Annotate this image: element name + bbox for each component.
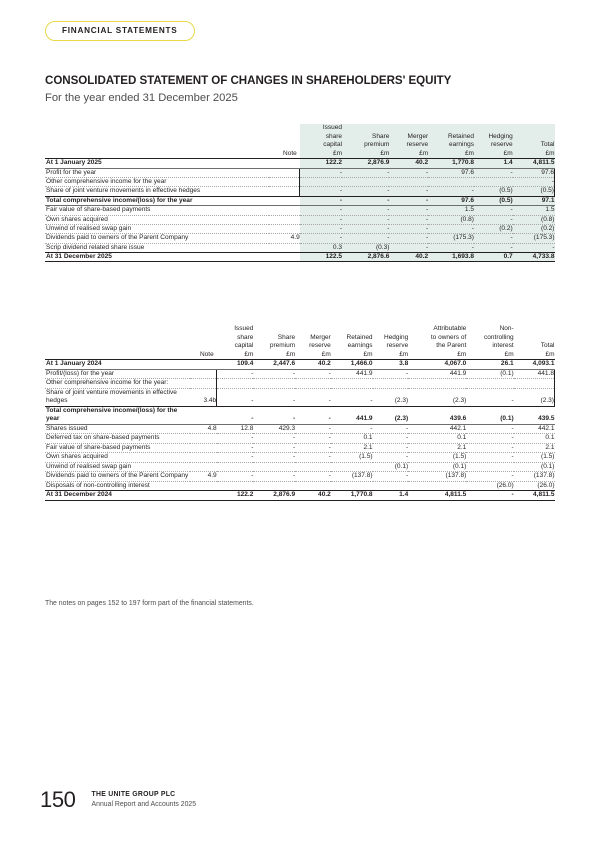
table-one-header-row xyxy=(45,124,555,159)
title-block xyxy=(45,74,555,105)
table-row xyxy=(45,187,555,196)
row-value: - xyxy=(389,224,428,233)
row-value: (0.1) xyxy=(373,462,409,472)
row-value: (0.5) xyxy=(474,196,513,205)
row-value: 2,876.9 xyxy=(253,491,295,501)
row-value: (0.3) xyxy=(342,243,389,252)
row-value: - xyxy=(217,453,254,463)
row-value: 441.9 xyxy=(331,369,373,379)
row-value: - xyxy=(342,234,389,243)
row-value: - xyxy=(389,196,428,205)
row-value: (0.2) xyxy=(474,224,513,233)
row-label: Other comprehensive income for the year: xyxy=(45,379,190,389)
table-row xyxy=(45,206,555,215)
row-value: - xyxy=(253,388,295,406)
row-value: (0.8) xyxy=(428,215,474,224)
row-value: 429.3 xyxy=(253,424,295,434)
table-row xyxy=(45,388,555,406)
row-value xyxy=(428,178,474,187)
row-value xyxy=(295,379,331,389)
row-value: 1,693.8 xyxy=(428,253,474,262)
table-row xyxy=(45,178,555,187)
row-value xyxy=(253,462,295,472)
row-label: At 1 January 2024 xyxy=(45,360,190,370)
row-value: 40.2 xyxy=(295,491,331,501)
table-two-header-row xyxy=(45,325,555,360)
row-value: - xyxy=(466,388,513,406)
row-value: - xyxy=(466,491,513,501)
row-value: - xyxy=(389,234,428,243)
row-value xyxy=(217,462,254,472)
row-label: Own shares acquired xyxy=(45,453,190,463)
table-row xyxy=(45,424,555,434)
row-value xyxy=(408,379,466,389)
table-two-header-col-7: Total £m xyxy=(514,325,555,360)
page-footer xyxy=(40,787,197,813)
table-two-header-col-0: Issued share capital £m xyxy=(217,325,254,360)
row-label: Unwind of realised swap gain xyxy=(45,224,269,233)
row-value: 0.3 xyxy=(300,243,342,252)
row-value: - xyxy=(389,187,428,196)
row-value: (2.3) xyxy=(514,388,555,406)
row-value: - xyxy=(300,234,342,243)
row-value: (0.2) xyxy=(513,224,555,233)
row-label: Total comprehensive income/(loss) for the year xyxy=(45,406,190,424)
row-value: - xyxy=(300,224,342,233)
row-value: 1.4 xyxy=(373,491,409,501)
row-note xyxy=(269,224,300,233)
row-value: 0.1 xyxy=(514,434,555,444)
table-row xyxy=(45,481,555,491)
row-value: - xyxy=(295,406,331,424)
row-value: (137.8) xyxy=(408,472,466,482)
row-value: - xyxy=(373,434,409,444)
row-value: (137.8) xyxy=(514,472,555,482)
page-title: CONSOLIDATED STATEMENT OF CHANGES IN SHAREHOLDERS' EQUITY xyxy=(45,74,452,87)
table-row xyxy=(45,215,555,224)
row-note xyxy=(269,187,300,196)
row-value: (2.3) xyxy=(408,388,466,406)
row-value: - xyxy=(217,406,254,424)
row-value: 2.1 xyxy=(331,443,373,453)
table-row xyxy=(45,491,555,501)
table-one-header-col-1: Share premium £m xyxy=(342,124,389,159)
row-label: Dividends paid to owners of the Parent Company xyxy=(46,472,189,480)
row-value: (1.5) xyxy=(331,453,373,463)
table-row xyxy=(45,224,555,233)
row-value: 441.8 xyxy=(514,369,555,379)
row-value: 1.4 xyxy=(474,159,513,168)
row-note xyxy=(190,481,216,491)
row-value: - xyxy=(474,206,513,215)
table-one-header-col-3: Retained earnings £m xyxy=(428,124,474,159)
row-value: 122.5 xyxy=(300,253,342,262)
row-value: 40.2 xyxy=(389,159,428,168)
row-value: - xyxy=(342,168,389,177)
row-value: - xyxy=(253,472,295,482)
row-note: 4.8 xyxy=(190,424,216,434)
page-number: 150 xyxy=(40,787,76,813)
row-value: 442.1 xyxy=(514,424,555,434)
row-note xyxy=(190,491,216,501)
row-value: (26.0) xyxy=(466,481,513,491)
table-one-header-col-0: Issued share capital £m xyxy=(300,124,342,159)
row-value: 97.6 xyxy=(513,168,555,177)
row-label: At 31 December 2025 xyxy=(45,253,269,262)
table-one-body xyxy=(45,159,555,262)
row-value: (1.5) xyxy=(514,453,555,463)
row-value: - xyxy=(474,234,513,243)
row-label: Unwind of realised swap gain xyxy=(45,462,190,472)
row-value: 97.6 xyxy=(428,196,474,205)
row-value: 3.8 xyxy=(373,360,409,370)
row-value: 2,876.9 xyxy=(342,159,389,168)
row-value: - xyxy=(373,443,409,453)
table-two-header-col-1: Share premium £m xyxy=(253,325,295,360)
row-value: - xyxy=(389,243,428,252)
row-value: - xyxy=(331,424,373,434)
row-note: 3.4b xyxy=(190,388,216,406)
table-row xyxy=(45,462,555,472)
row-value: 40.2 xyxy=(389,253,428,262)
changes-in-equity-table-2024 xyxy=(45,325,555,501)
row-value: - xyxy=(217,434,254,444)
row-value: - xyxy=(373,369,409,379)
row-value xyxy=(331,379,373,389)
row-label: Dividends paid to owners of the Parent Company xyxy=(45,234,269,243)
row-value: - xyxy=(466,453,513,463)
table-two-header-col-3: Retained earnings £m xyxy=(331,325,373,360)
row-value: - xyxy=(300,168,342,177)
row-value: 2.1 xyxy=(408,443,466,453)
table-one-header-note: Note xyxy=(269,124,300,159)
table-one-header-col-4: Hedging reserve £m xyxy=(474,124,513,159)
row-value: - xyxy=(295,472,331,482)
row-value: - xyxy=(373,424,409,434)
page-subtitle: For the year ended 31 December 2025 xyxy=(45,92,238,105)
row-value: (0.8) xyxy=(513,215,555,224)
row-value: - xyxy=(300,196,342,205)
row-value: - xyxy=(300,215,342,224)
row-value: 2,447.6 xyxy=(253,360,295,370)
row-value xyxy=(373,481,409,491)
row-value: - xyxy=(253,369,295,379)
row-value: 0.7 xyxy=(474,253,513,262)
table-row xyxy=(45,472,555,482)
row-value: 1,770.8 xyxy=(331,491,373,501)
row-note xyxy=(269,196,300,205)
table-row xyxy=(45,453,555,463)
row-label: At 31 December 2024 xyxy=(45,491,190,501)
row-value: 4,811.5 xyxy=(514,491,555,501)
row-note xyxy=(190,379,216,389)
row-value: - xyxy=(466,443,513,453)
row-value: - xyxy=(300,206,342,215)
row-value xyxy=(373,379,409,389)
row-value: (2.3) xyxy=(373,388,409,406)
row-value: - xyxy=(295,388,331,406)
row-value: - xyxy=(513,178,555,187)
row-value: 4,733.8 xyxy=(513,253,555,262)
table-two-header-note: Note xyxy=(190,325,216,360)
table-one-header-label xyxy=(45,124,269,159)
table-row xyxy=(45,369,555,379)
row-value: (0.5) xyxy=(513,187,555,196)
table-one-header-col-2: Merger reserve £m xyxy=(389,124,428,159)
row-note xyxy=(190,369,216,379)
row-value xyxy=(253,481,295,491)
row-value: 4,811.5 xyxy=(513,159,555,168)
table-two-header-label xyxy=(45,325,190,360)
row-note xyxy=(269,215,300,224)
row-value: - xyxy=(342,187,389,196)
row-value: - xyxy=(217,369,254,379)
row-label: Scrip dividend related share issue xyxy=(45,243,269,252)
table-two-header-col-2: Merger reserve £m xyxy=(295,325,331,360)
row-value: - xyxy=(428,243,474,252)
row-label: Own shares acquired xyxy=(45,215,269,224)
row-value: 441.9 xyxy=(408,369,466,379)
table-row xyxy=(45,253,555,262)
row-value: 109.4 xyxy=(217,360,254,370)
row-value: - xyxy=(342,206,389,215)
row-label: At 1 January 2025 xyxy=(45,159,269,168)
row-value: - xyxy=(466,472,513,482)
row-value: - xyxy=(428,187,474,196)
row-value: - xyxy=(474,215,513,224)
row-value: - xyxy=(513,243,555,252)
row-value: 97.1 xyxy=(513,196,555,205)
table-one-container xyxy=(45,124,555,262)
row-label: Profit/(loss) for the year xyxy=(45,369,190,379)
row-note xyxy=(269,253,300,262)
row-value xyxy=(474,178,513,187)
row-value: - xyxy=(295,424,331,434)
table-row xyxy=(45,379,555,389)
row-value xyxy=(217,379,254,389)
row-value: - xyxy=(253,406,295,424)
row-value xyxy=(331,481,373,491)
row-value: 0.1 xyxy=(408,434,466,444)
table-row xyxy=(45,434,555,444)
row-value: - xyxy=(331,388,373,406)
table-row xyxy=(45,443,555,453)
table-two-container xyxy=(45,325,555,501)
table-row xyxy=(45,360,555,370)
row-value: (0.1) xyxy=(408,462,466,472)
row-value: 26.1 xyxy=(466,360,513,370)
row-value: - xyxy=(217,472,254,482)
row-value: 4,067.0 xyxy=(408,360,466,370)
table-two-header-col-4: Hedging reserve £m xyxy=(373,325,409,360)
row-value: 4,093.1 xyxy=(514,360,555,370)
row-value xyxy=(514,379,555,389)
row-value xyxy=(300,178,342,187)
row-value: - xyxy=(253,443,295,453)
row-value: 1,770.8 xyxy=(428,159,474,168)
row-label: Disposals of non-controlling interest xyxy=(45,481,190,491)
row-value: 2.1 xyxy=(514,443,555,453)
row-label: Deferred tax on share-based payments xyxy=(45,434,190,444)
row-value: 441.9 xyxy=(331,406,373,424)
row-note xyxy=(269,206,300,215)
section-tag-badge: FINANCIAL STATEMENTS xyxy=(45,21,195,41)
notes-reference: The notes on pages 152 to 197 form part of the financial statements. xyxy=(45,600,254,607)
table-one-header-col-5: Total £m xyxy=(513,124,555,159)
row-value: - xyxy=(373,453,409,463)
row-value: - xyxy=(342,224,389,233)
row-note xyxy=(269,168,300,177)
row-value: (1.5) xyxy=(408,453,466,463)
row-value: - xyxy=(474,168,513,177)
row-value: 442.1 xyxy=(408,424,466,434)
row-label: Share of joint venture movements in effective hedges xyxy=(45,187,269,196)
row-value xyxy=(408,481,466,491)
row-value: - xyxy=(389,206,428,215)
table-row xyxy=(45,168,555,177)
row-value: - xyxy=(300,187,342,196)
table-two-head xyxy=(45,325,555,360)
row-value: - xyxy=(217,388,254,406)
row-value: - xyxy=(295,443,331,453)
row-value xyxy=(466,462,513,472)
row-value xyxy=(389,178,428,187)
row-value: - xyxy=(389,215,428,224)
row-value xyxy=(466,379,513,389)
row-value: - xyxy=(217,443,254,453)
footer-report: Annual Report and Accounts 2025 xyxy=(91,801,197,808)
row-value xyxy=(342,178,389,187)
row-value: - xyxy=(295,369,331,379)
row-value xyxy=(295,462,331,472)
table-row xyxy=(45,196,555,205)
row-value: 1,466.0 xyxy=(331,360,373,370)
row-label: Total comprehensive income/(loss) for the year xyxy=(45,196,269,205)
row-value xyxy=(217,481,254,491)
footer-company: THE UNITE GROUP PLC xyxy=(91,791,176,798)
row-value: 12.8 xyxy=(217,424,254,434)
row-value: (175.3) xyxy=(428,234,474,243)
row-note xyxy=(269,159,300,168)
row-value: - xyxy=(373,472,409,482)
row-value: - xyxy=(342,196,389,205)
row-value: - xyxy=(253,453,295,463)
row-label: Share of joint venture movements in effective hedges xyxy=(45,388,190,406)
table-two-body xyxy=(45,360,555,501)
row-value: (0.1) xyxy=(466,369,513,379)
row-value: 439.6 xyxy=(408,406,466,424)
table-row xyxy=(45,159,555,168)
row-value: - xyxy=(295,434,331,444)
row-note xyxy=(190,443,216,453)
row-label: Other comprehensive income for the year xyxy=(45,178,269,187)
row-value: 4,811.5 xyxy=(408,491,466,501)
footer-meta xyxy=(92,790,197,811)
row-note xyxy=(190,462,216,472)
row-label: Fair value of share-based payments xyxy=(45,206,269,215)
row-value: 0.1 xyxy=(331,434,373,444)
row-label: Profit for the year xyxy=(45,168,269,177)
table-row xyxy=(45,234,555,243)
row-value: 2,876.6 xyxy=(342,253,389,262)
row-value: (0.1) xyxy=(514,462,555,472)
row-value: - xyxy=(466,434,513,444)
row-note xyxy=(190,453,216,463)
table-two-header-col-6: Non- controlling interest £m xyxy=(466,325,513,360)
row-value: 40.2 xyxy=(295,360,331,370)
row-note xyxy=(269,243,300,252)
row-label: Shares issued xyxy=(45,424,190,434)
row-label: Fair value of share-based payments xyxy=(45,443,190,453)
row-note xyxy=(190,434,216,444)
row-value: - xyxy=(428,224,474,233)
row-value: 439.5 xyxy=(514,406,555,424)
changes-in-equity-table-2025 xyxy=(45,124,555,262)
row-value: (2.3) xyxy=(373,406,409,424)
row-value: 122.2 xyxy=(300,159,342,168)
row-value: (175.3) xyxy=(513,234,555,243)
table-one-head xyxy=(45,124,555,159)
row-note: 4.9 xyxy=(269,234,300,243)
row-value: - xyxy=(253,434,295,444)
row-note xyxy=(269,178,300,187)
row-note xyxy=(190,360,216,370)
row-value: - xyxy=(466,424,513,434)
row-value: 1.5 xyxy=(428,206,474,215)
row-value: - xyxy=(342,215,389,224)
row-value: (0.1) xyxy=(466,406,513,424)
row-value: 1.5 xyxy=(513,206,555,215)
table-row xyxy=(45,243,555,252)
table-row xyxy=(45,406,555,424)
row-value: (26.0) xyxy=(514,481,555,491)
section-tag-wrap xyxy=(45,20,195,41)
row-value xyxy=(295,481,331,491)
row-value: (0.5) xyxy=(474,187,513,196)
row-value: - xyxy=(389,168,428,177)
row-value: 122.2 xyxy=(217,491,254,501)
row-note: 4.9 xyxy=(190,472,216,482)
row-value: - xyxy=(295,453,331,463)
row-note xyxy=(190,406,216,424)
row-value: (137.8) xyxy=(331,472,373,482)
table-two-header-col-5: Attributable to owners of the Parent £m xyxy=(408,325,466,360)
row-value: 97.6 xyxy=(428,168,474,177)
row-value xyxy=(253,379,295,389)
row-value: - xyxy=(474,243,513,252)
row-value xyxy=(331,462,373,472)
